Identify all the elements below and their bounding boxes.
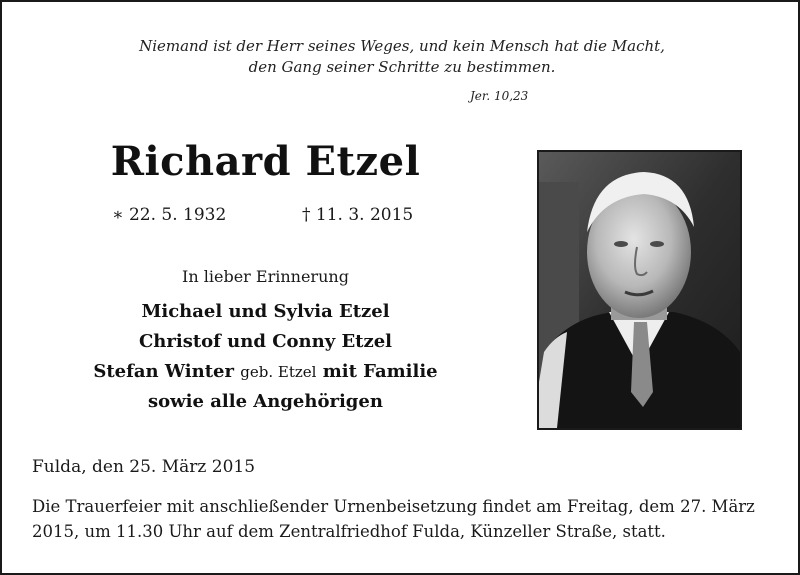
mourner-line-1: Michael und Sylvia Etzel <box>141 301 390 322</box>
place-and-date: Fulda, den 25. März 2015 <box>32 457 256 477</box>
quote-reference: Jer. 10,23 <box>470 89 529 103</box>
mourner-line-2: Christof und Conny Etzel <box>138 331 392 352</box>
quote-line-1: Niemand ist der Herr seines Weges, und kein Mensch hat die Macht, <box>139 37 665 55</box>
mourners-list <box>2 297 529 417</box>
memory-intro: In lieber Erinnerung <box>182 267 349 286</box>
portrait-photo <box>537 150 742 430</box>
mourner-line-3 <box>2 357 529 387</box>
bible-quote <box>2 36 800 78</box>
portrait-illustration <box>539 152 740 428</box>
quote-line-2: den Gang seiner Schritte zu bestimmen. <box>248 58 556 76</box>
mourner-name: Stefan Winter <box>93 361 234 382</box>
mourner-family: mit Familie <box>322 361 438 382</box>
mourner-line-4: sowie alle Angehörigen <box>148 391 383 412</box>
death-date: † 11. 3. 2015 <box>302 205 414 225</box>
funeral-info: Die Trauerfeier mit anschließender Urnenbeisetzung findet am Freitag, dem 27. März 2015, um 11.30 Uhr auf dem Zentralfriedhof Fulda, Künzeller Straße, statt. <box>32 497 755 541</box>
deceased-name: Richard Etzel <box>110 138 421 185</box>
birth-date: ∗ 22. 5. 1932 <box>112 205 227 225</box>
maiden-name: geb. Etzel <box>240 363 317 381</box>
